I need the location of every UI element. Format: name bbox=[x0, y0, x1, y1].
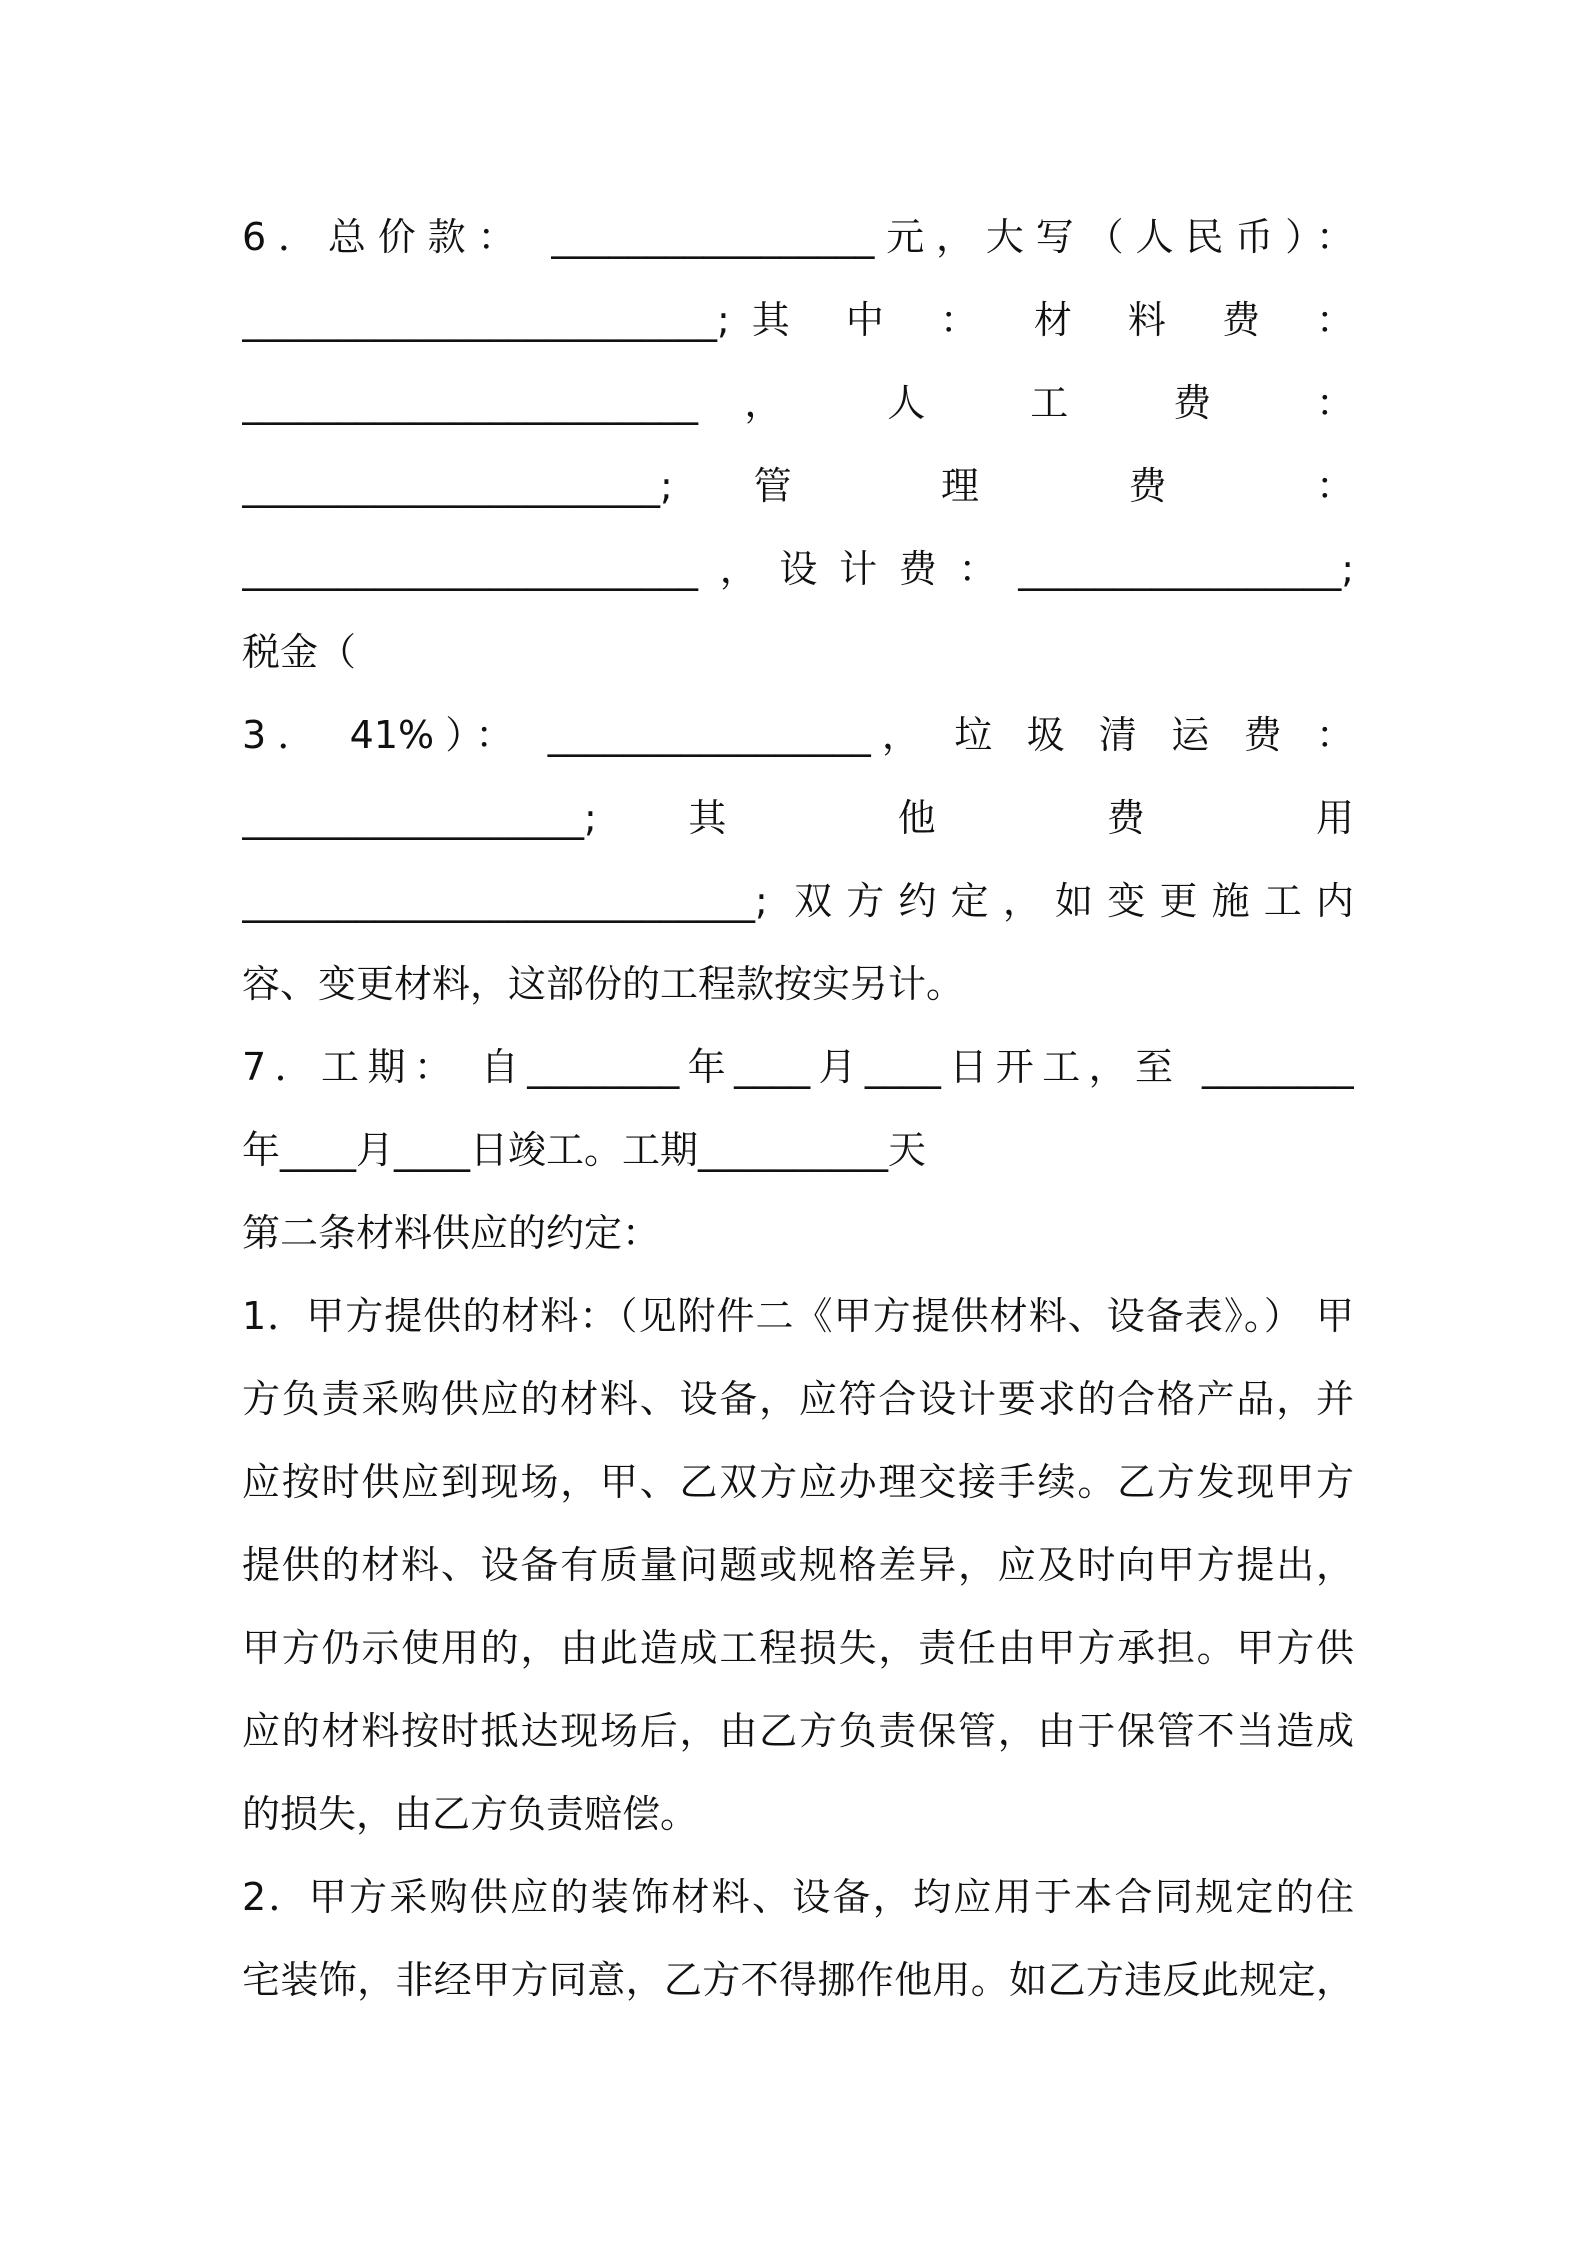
contract-body bbox=[242, 196, 1354, 2022]
text-line: ________________________， 人 工 费 ： bbox=[242, 381, 1354, 425]
text-line: 6．总价款： _________________元，大写（人民币）： bbox=[242, 215, 1354, 259]
section-heading: 第二条材料供应的约定： bbox=[242, 1211, 661, 1255]
text-line: ________________________，设计费：_________________; bbox=[242, 547, 1354, 591]
text-line: 应按时供应到现场，甲、乙双方应办理交接手续。乙方发现甲方 bbox=[242, 1460, 1354, 1504]
text-line: _________________________;其 中 ： 材 料 费 ： bbox=[242, 298, 1354, 342]
text-line: 2．甲方采购供应的装饰材料、设备，均应用于本合同规定的住 bbox=[242, 1875, 1354, 1919]
text-line: 年____月____日竣工。工期__________天 bbox=[242, 1128, 927, 1172]
text-line: 宅装饰，非经甲方同意，乙方不得挪作他用。如乙方违反此规定， bbox=[242, 1958, 1354, 2002]
text-line: ______________________; 管 理 费 ： bbox=[242, 464, 1354, 508]
text-line: 的损失，由乙方负责赔偿。 bbox=[242, 1792, 699, 1836]
text-line: 7．工期： 自________年____月____日开工，至 ________ bbox=[242, 1045, 1354, 1089]
text-line: 甲方仍示使用的，由此造成工程损失，责任由甲方承担。甲方供 bbox=[242, 1626, 1354, 1670]
text-line: 税金（ bbox=[242, 630, 357, 674]
text-line: 3． 41%）： _________________， 垃 圾 清 运 费 ： bbox=[242, 713, 1354, 757]
text-line: 方负责采购供应的材料、设备，应符合设计要求的合格产品，并 bbox=[242, 1377, 1354, 1421]
text-line: 应的材料按时抵达现场后，由乙方负责保管，由于保管不当造成 bbox=[242, 1709, 1354, 1753]
text-line: ___________________________; 双方约定，如变更施工内 bbox=[242, 879, 1354, 923]
text-line: 容、变更材料，这部份的工程款按实另计。 bbox=[242, 962, 965, 1006]
text-line: 1．甲方提供的材料：（见附件二《甲方提供材料、设备表》。） 甲 bbox=[242, 1294, 1354, 1338]
text-line: __________________; 其 他 费 用 bbox=[242, 796, 1354, 840]
text-line: 提供的材料、设备有质量问题或规格差异，应及时向甲方提出， bbox=[242, 1543, 1354, 1587]
